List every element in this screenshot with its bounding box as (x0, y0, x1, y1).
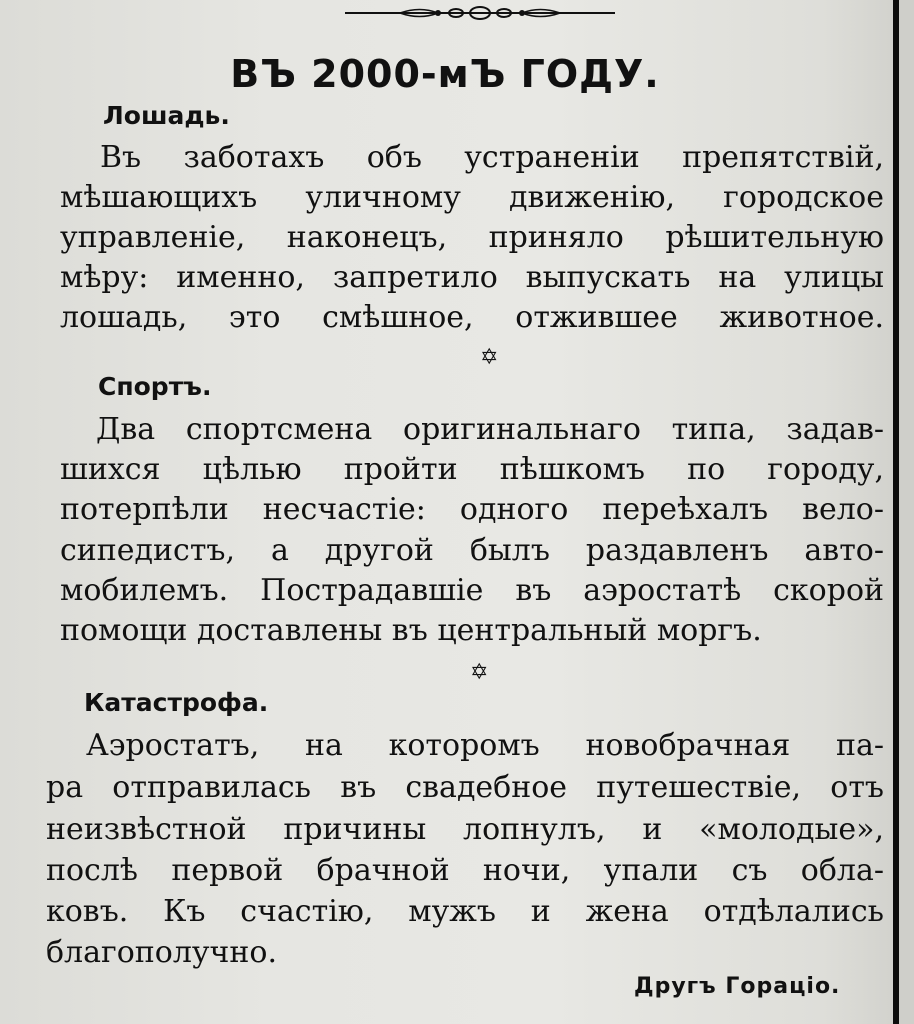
author-signature: Другъ Гораціо. (634, 974, 841, 999)
text-line: сипедистъ, а другой былъ раздавленъ авто- (60, 533, 884, 568)
text-line: шихся цѣлью пройти пѣшкомъ по городу, (60, 452, 884, 487)
text-line: послѣ первой брачной ночи, упали съ обла- (46, 853, 884, 888)
article-title: ВЪ 2000-мЪ ГОДУ. (230, 52, 660, 96)
page-margin (899, 0, 914, 1024)
text-line: неизвѣстной причины лопнулъ, и «молодые», (46, 812, 884, 847)
text-line: ра отправилась въ свадебное путешествіе, отъ (46, 770, 884, 805)
text-line: Два спортсмена оригинальнаго типа, задав- (96, 412, 884, 447)
text-line: управленіе, наконецъ, приняло рѣшительную (60, 220, 884, 255)
text-line: мѣру: именно, запретило выпускать на улицы (60, 260, 884, 295)
text-line: ковъ. Къ счастію, мужъ и жена отдѣлались (46, 894, 884, 929)
text-line: помощи доставлены въ центральный моргъ. (60, 613, 762, 648)
text-line: мобилемъ. Пострадавшіе въ аэростатѣ скорой (60, 573, 884, 608)
text-line: благополучно. (46, 935, 277, 970)
section-heading-horse: Лошадь. (103, 101, 230, 130)
text-line: мѣшающихъ уличному движенію, городское (60, 180, 884, 215)
text-line: потерпѣли несчастіе: одного переѣхалъ вело- (60, 492, 884, 527)
header-ornament (340, 2, 620, 24)
star-separator-icon: ✡ (470, 660, 489, 685)
text-line: лошадь, это смѣшное, отжившее животное. (60, 300, 884, 335)
star-separator-icon: ✡ (480, 345, 499, 370)
section-heading-catastrophe: Катастрофа. (84, 688, 269, 717)
text-line: Аэростатъ, на которомъ новобрачная па- (86, 728, 884, 763)
text-line: Въ заботахъ объ устраненіи препятствій, (100, 140, 884, 175)
section-heading-sport: Спортъ. (98, 372, 212, 401)
